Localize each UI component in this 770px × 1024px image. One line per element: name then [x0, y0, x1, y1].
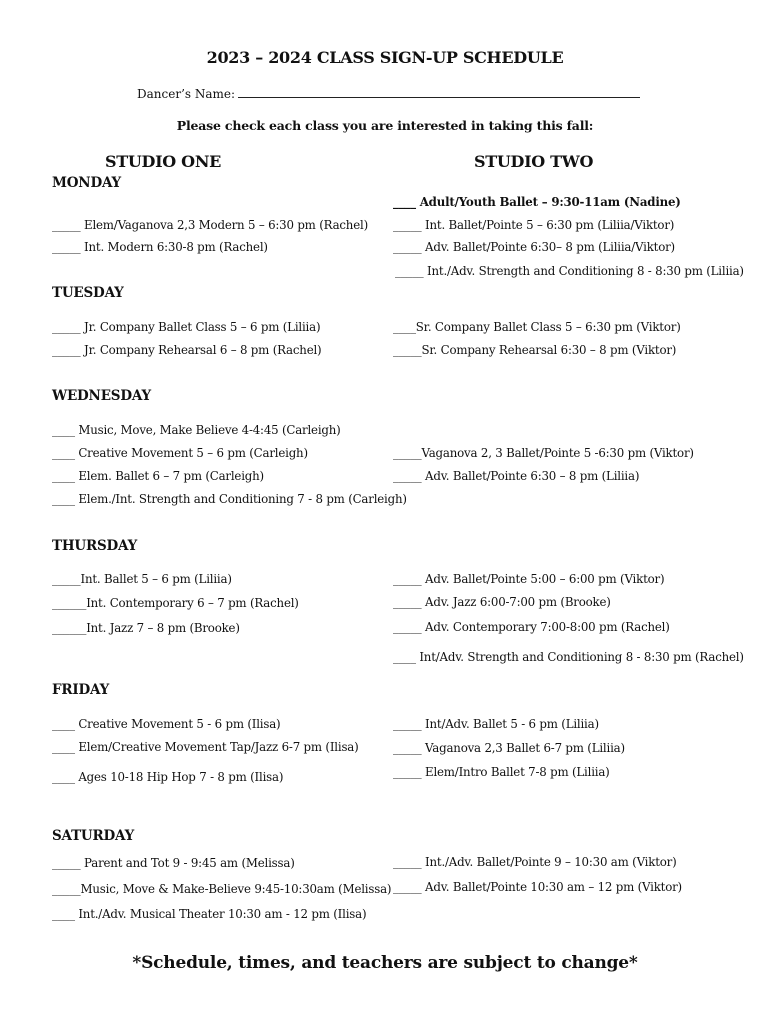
class-option[interactable]: _____ Parent and Tot 9 - 9:45 am (Melissa)	[52, 856, 295, 870]
class-option[interactable]: ____ Elem./Int. Strength and Conditioning 7 - 8 pm (Carleigh)	[52, 492, 407, 506]
class-option[interactable]: ____ Ages 10-18 Hip Hop 7 - 8 pm (Ilisa)	[52, 770, 284, 784]
day-heading-saturday: SATURDAY	[52, 828, 135, 844]
dancer-name-label: Dancer’s Name:	[137, 87, 236, 101]
class-option[interactable]: _____ Int./Adv. Ballet/Pointe 9 – 10:30 am (Viktor)	[393, 855, 677, 869]
class-option[interactable]: ____ Int./Adv. Musical Theater 10:30 am - 12 pm (Ilisa)	[52, 907, 367, 921]
class-option[interactable]: _____ Jr. Company Rehearsal 6 – 8 pm (Rachel)	[52, 343, 322, 357]
day-heading-thursday: THURSDAY	[52, 538, 138, 554]
class-option[interactable]: _____ Int. Ballet/Pointe 5 – 6:30 pm (Liliia/Viktor)	[393, 218, 675, 232]
class-option[interactable]: _____ Adv. Ballet/Pointe 10:30 am – 12 pm (Viktor)	[393, 880, 682, 894]
class-option[interactable]: ____ Music, Move, Make Believe 4-4:45 (Carleigh)	[52, 423, 341, 437]
day-heading-tuesday: TUESDAY	[52, 285, 124, 301]
class-option[interactable]: _____ Adv. Ballet/Pointe 6:30 – 8 pm (Liliia)	[393, 469, 640, 483]
day-heading-friday: FRIDAY	[52, 682, 110, 698]
class-option[interactable]: _____Int. Ballet 5 – 6 pm (Liliia)	[52, 572, 232, 586]
day-heading-monday: MONDAY	[52, 175, 121, 191]
studio-one-heading: STUDIO ONE	[105, 152, 222, 171]
dancer-name-field[interactable]	[137, 86, 640, 101]
class-option[interactable]: _____Music, Move & Make-Believe 9:45-10:30am (Melissa)	[52, 882, 392, 896]
class-option[interactable]: ____ Adult/Youth Ballet – 9:30-11am (Nadine)	[393, 195, 681, 209]
class-option[interactable]: ____ Creative Movement 5 - 6 pm (Ilisa)	[52, 717, 281, 731]
class-option[interactable]: _____Sr. Company Rehearsal 6:30 – 8 pm (Viktor)	[393, 343, 677, 357]
class-option[interactable]: _____ Adv. Ballet/Pointe 6:30– 8 pm (Liliia/Viktor)	[393, 240, 675, 254]
class-option[interactable]: _____ Vaganova 2,3 Ballet 6-7 pm (Liliia)	[393, 741, 625, 755]
class-option[interactable]: _____ Int. Modern 6:30-8 pm (Rachel)	[52, 240, 268, 254]
class-option[interactable]: _____ Adv. Ballet/Pointe 5:00 – 6:00 pm (Viktor)	[393, 572, 665, 586]
day-heading-wednesday: WEDNESDAY	[52, 388, 151, 404]
class-option[interactable]: ____ Int/Adv. Strength and Conditioning 8 - 8:30 pm (Rachel)	[393, 650, 744, 664]
dancer-name-blank[interactable]	[238, 86, 640, 98]
class-option[interactable]: _____Vaganova 2, 3 Ballet/Pointe 5 -6:30 pm (Viktor)	[393, 446, 694, 460]
class-option[interactable]: ______Int. Jazz 7 – 8 pm (Brooke)	[52, 621, 240, 635]
class-option[interactable]: ____Sr. Company Ballet Class 5 – 6:30 pm (Viktor)	[393, 320, 681, 334]
instructions: Please check each class you are interested in taking this fall:	[176, 118, 594, 133]
disclaimer-footer: *Schedule, times, and teachers are subject to change*	[132, 953, 638, 973]
class-option[interactable]: _____ Int/Adv. Ballet 5 - 6 pm (Liliia)	[393, 717, 599, 731]
class-option[interactable]: ____ Elem/Creative Movement Tap/Jazz 6-7 pm (Ilisa)	[52, 740, 359, 754]
class-option[interactable]: _____ Jr. Company Ballet Class 5 – 6 pm (Liliia)	[52, 320, 321, 334]
class-option[interactable]: ____ Elem. Ballet 6 – 7 pm (Carleigh)	[52, 469, 264, 483]
class-option[interactable]: _____ Adv. Contemporary 7:00-8:00 pm (Rachel)	[393, 620, 670, 634]
page-title: 2023 – 2024 CLASS SIGN-UP SCHEDULE	[206, 48, 564, 67]
class-option[interactable]: ____ Creative Movement 5 – 6 pm (Carleigh)	[52, 446, 308, 460]
class-option[interactable]: _____ Elem/Intro Ballet 7-8 pm (Liliia)	[393, 765, 610, 779]
class-option[interactable]: _____ Adv. Jazz 6:00-7:00 pm (Brooke)	[393, 595, 611, 609]
class-option[interactable]: ______Int. Contemporary 6 – 7 pm (Rachel)	[52, 596, 299, 610]
class-option[interactable]: _____ Int./Adv. Strength and Conditioning 8 - 8:30 pm (Liliia)	[395, 264, 744, 278]
studio-two-heading: STUDIO TWO	[474, 152, 594, 171]
class-option[interactable]: _____ Elem/Vaganova 2,3 Modern 5 – 6:30 pm (Rachel)	[52, 218, 368, 232]
